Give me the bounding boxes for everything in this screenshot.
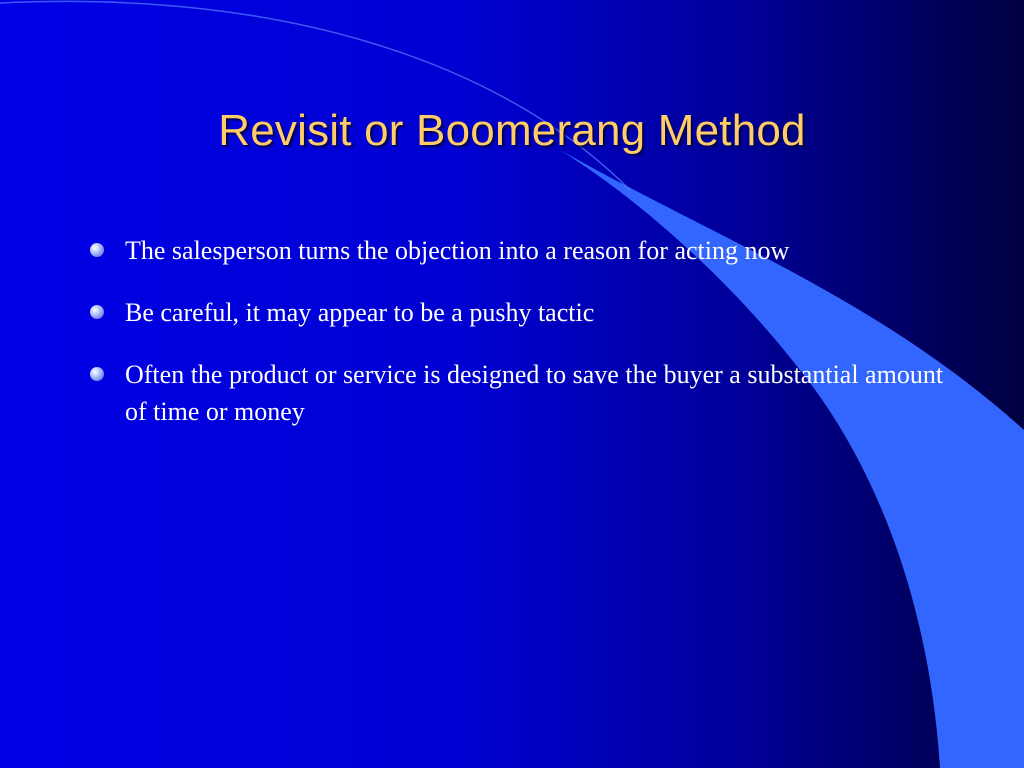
bullet-item xyxy=(88,294,948,331)
bullet-text: Be careful, it may appear to be a pushy tactic xyxy=(125,298,595,327)
bullet-list xyxy=(88,232,948,455)
bullet-item xyxy=(88,232,948,269)
swoosh-edge-line xyxy=(0,1,630,190)
bullet-text: The salesperson turns the objection into a reason for acting now xyxy=(125,236,790,265)
bullet-text: Often the product or service is designed to save the buyer a substantial amount of time or money xyxy=(125,360,944,426)
bullet-dot-icon xyxy=(90,243,104,257)
bullet-item xyxy=(88,356,948,430)
bullet-dot-icon xyxy=(90,305,104,319)
slide-title: Revisit or Boomerang Method xyxy=(218,106,806,155)
bullet-dot-icon xyxy=(90,367,104,381)
